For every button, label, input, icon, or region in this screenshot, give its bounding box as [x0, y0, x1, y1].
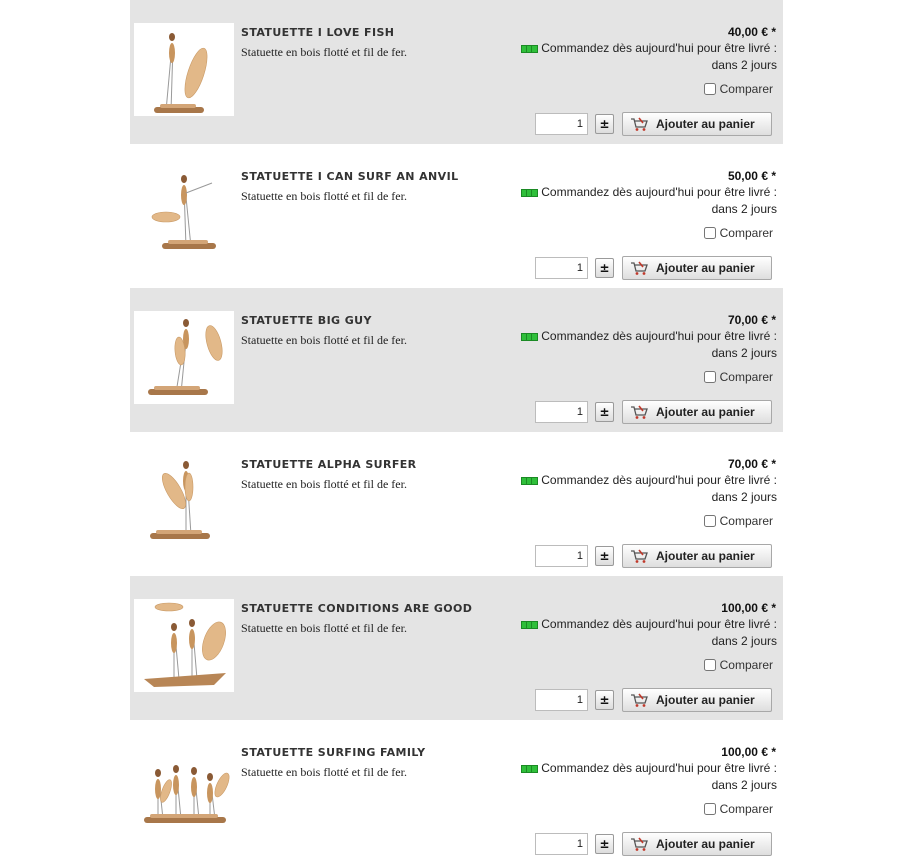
add-to-cart-label: Ajouter au panier [656, 837, 755, 851]
compare-checkbox[interactable] [704, 658, 773, 672]
quantity-input[interactable]: 1 [535, 401, 588, 423]
product-description: Statuette en bois flotté et fil de fer. [241, 45, 407, 59]
compare-checkbox[interactable] [704, 514, 773, 528]
stock-available-icon [521, 189, 538, 197]
stock-available-icon [521, 765, 538, 773]
product-photo [134, 743, 234, 836]
compare-label: Comparer [719, 226, 773, 240]
quantity-input[interactable]: 1 [535, 545, 588, 567]
delivery-text: Commandez dès aujourd'hui pour être livré : dans 2 jours [541, 617, 777, 648]
product-title[interactable]: STATUETTE SURFING FAMILY [241, 746, 426, 759]
quantity-stepper[interactable]: ± [595, 114, 614, 134]
add-to-cart-button[interactable] [622, 256, 772, 280]
delivery-text: Commandez dès aujourd'hui pour être livré : dans 2 jours [541, 329, 777, 360]
delivery-info [507, 184, 777, 218]
product-description: Statuette en bois flotté et fil de fer. [241, 189, 407, 203]
add-to-cart-label: Ajouter au panier [656, 693, 755, 707]
cart-icon [630, 116, 648, 132]
list-item [130, 144, 783, 288]
compare-checkbox[interactable] [704, 802, 773, 816]
list-item [130, 432, 783, 576]
delivery-info [507, 616, 777, 650]
product-photo [134, 311, 234, 404]
quantity-input[interactable]: 1 [535, 257, 588, 279]
product-photo [134, 167, 234, 260]
quantity-input[interactable]: 1 [535, 689, 588, 711]
delivery-text: Commandez dès aujourd'hui pour être livré : dans 2 jours [541, 185, 777, 216]
add-to-cart-button[interactable] [622, 112, 772, 136]
cart-icon [630, 260, 648, 276]
product-title[interactable]: STATUETTE BIG GUY [241, 314, 372, 327]
delivery-info [507, 760, 777, 794]
delivery-info [507, 328, 777, 362]
product-title[interactable]: STATUETTE I LOVE FISH [241, 26, 395, 39]
cart-icon [630, 836, 648, 852]
compare-checkbox[interactable] [704, 370, 773, 384]
product-image[interactable] [134, 23, 234, 116]
cart-icon [630, 404, 648, 420]
product-image[interactable] [134, 455, 234, 548]
add-to-cart-button[interactable] [622, 832, 772, 856]
quantity-stepper[interactable]: ± [595, 690, 614, 710]
quantity-stepper[interactable]: ± [595, 258, 614, 278]
compare-input[interactable] [704, 803, 716, 815]
product-price: 100,00 € * [721, 601, 776, 615]
add-to-cart-button[interactable] [622, 688, 772, 712]
compare-input[interactable] [704, 371, 716, 383]
quantity-input[interactable]: 1 [535, 113, 588, 135]
add-to-cart-label: Ajouter au panier [656, 261, 755, 275]
quantity-stepper[interactable]: ± [595, 834, 614, 854]
product-price: 100,00 € * [721, 745, 776, 759]
product-description: Statuette en bois flotté et fil de fer. [241, 765, 407, 779]
add-to-cart-label: Ajouter au panier [656, 117, 755, 131]
product-image[interactable] [134, 599, 234, 692]
delivery-text: Commandez dès aujourd'hui pour être livré : dans 2 jours [541, 473, 777, 504]
add-to-cart-label: Ajouter au panier [656, 549, 755, 563]
list-item [130, 0, 783, 144]
compare-label: Comparer [719, 802, 773, 816]
add-to-cart-button[interactable] [622, 544, 772, 568]
product-photo [134, 455, 234, 548]
product-price: 50,00 € * [727, 169, 776, 183]
product-description: Statuette en bois flotté et fil de fer. [241, 621, 407, 635]
stock-available-icon [521, 477, 538, 485]
cart-icon [630, 692, 648, 708]
quantity-input[interactable]: 1 [535, 833, 588, 855]
quantity-stepper[interactable]: ± [595, 546, 614, 566]
add-to-cart-button[interactable] [622, 400, 772, 424]
compare-input[interactable] [704, 227, 716, 239]
product-photo [134, 23, 234, 116]
product-price: 70,00 € * [727, 457, 776, 471]
stock-available-icon [521, 333, 538, 341]
add-to-cart-label: Ajouter au panier [656, 405, 755, 419]
product-price: 40,00 € * [727, 25, 776, 39]
compare-label: Comparer [719, 658, 773, 672]
product-image[interactable] [134, 311, 234, 404]
product-title[interactable]: STATUETTE I CAN SURF AN ANVIL [241, 170, 459, 183]
list-item [130, 288, 783, 432]
delivery-info [507, 40, 777, 74]
stock-available-icon [521, 621, 538, 629]
product-list [130, 0, 783, 864]
delivery-info [507, 472, 777, 506]
product-title[interactable]: STATUETTE CONDITIONS ARE GOOD [241, 602, 473, 615]
compare-checkbox[interactable] [704, 82, 773, 96]
delivery-text: Commandez dès aujourd'hui pour être livré : dans 2 jours [541, 761, 777, 792]
compare-checkbox[interactable] [704, 226, 773, 240]
compare-input[interactable] [704, 515, 716, 527]
product-image[interactable] [134, 167, 234, 260]
compare-label: Comparer [719, 82, 773, 96]
list-item [130, 720, 783, 864]
product-title[interactable]: STATUETTE ALPHA SURFER [241, 458, 417, 471]
compare-input[interactable] [704, 659, 716, 671]
delivery-text: Commandez dès aujourd'hui pour être livré : dans 2 jours [541, 41, 777, 72]
product-photo [134, 599, 234, 692]
stock-available-icon [521, 45, 538, 53]
compare-label: Comparer [719, 514, 773, 528]
compare-input[interactable] [704, 83, 716, 95]
quantity-stepper[interactable]: ± [595, 402, 614, 422]
cart-icon [630, 548, 648, 564]
list-item [130, 576, 783, 720]
product-price: 70,00 € * [727, 313, 776, 327]
compare-label: Comparer [719, 370, 773, 384]
product-description: Statuette en bois flotté et fil de fer. [241, 333, 407, 347]
product-image[interactable] [134, 743, 234, 836]
product-description: Statuette en bois flotté et fil de fer. [241, 477, 407, 491]
